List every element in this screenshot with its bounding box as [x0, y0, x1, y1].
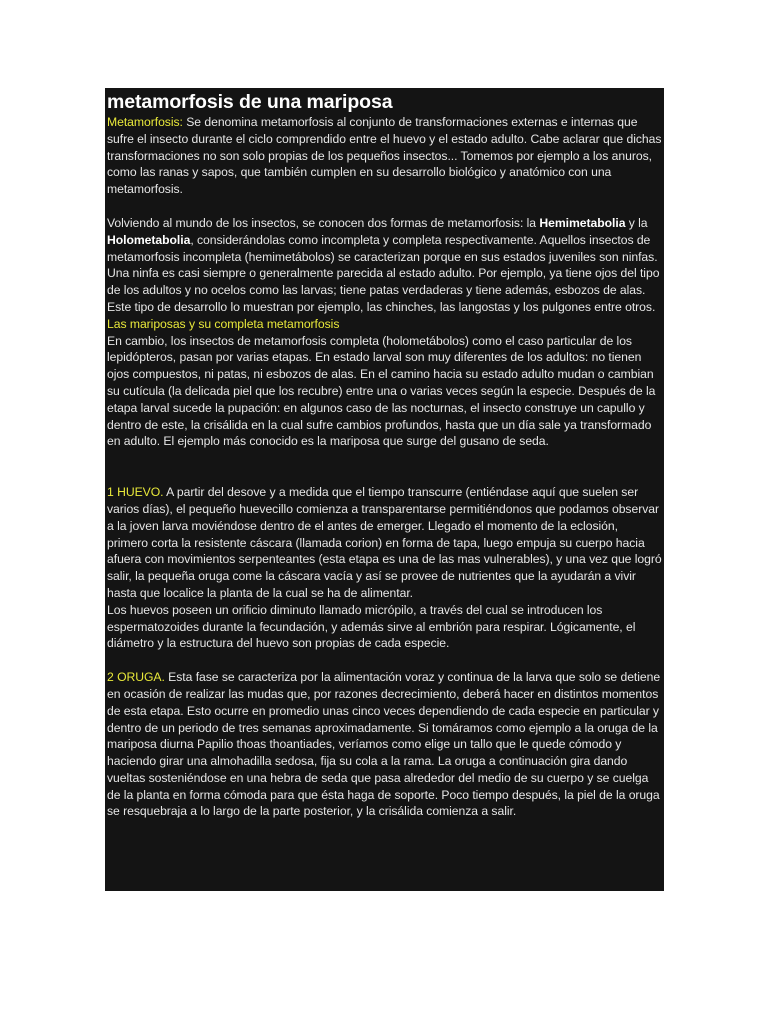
- paragraph-types: [107, 215, 662, 316]
- paragraph-huevo-text: A partir del desove y a medida que el tiempo transcurre (entiéndase aquí que suelen ser varios días), el pequeño huevecillo comienza a transparentarse permitiéndonos que podamos observar a la joven larva moviéndose dentro de el antes de emerger. Llegado el momento de la eclosión, primero corta la resistente cáscara (llamada corion) en forma de tapa, luego empuja su cuerpo hacia afuera con movimientos serpenteantes (esta etapa es una de las mas vulnerables), y una vez que logró salir, la pequeña oruga come la cáscara vacía y así se provee de nutrientes que la ayudarán a vivir hasta que localice la planta de la cual se ha de alimentar.: [107, 485, 662, 600]
- text-span: Volviendo al mundo de los insectos, se conocen dos formas de metamorfosis: la: [107, 215, 540, 230]
- paragraph-oruga: [107, 669, 662, 820]
- paragraph-intro-text: Se denomina metamorfosis al conjunto de transformaciones externas e internas que sufre el insecto durante el ciclo comprendido entre el huevo y el estado adulto. Cabe aclarar que dichas transformaciones no son solo propias de los pequeños insectos... Tomemos por ejemplo a los anuros, como las ranas y sapos, que también cumplen en su desarrollo biológico y anatómico con una metamorfosis.: [107, 115, 662, 197]
- metamorfosis-label: Metamorfosis:: [107, 115, 183, 129]
- paragraph-intro: [107, 114, 662, 198]
- article-body: [107, 114, 662, 820]
- paragraph-huevo: [107, 484, 662, 602]
- section-heading: Las mariposas y su completa metamorfosis: [107, 316, 340, 331]
- text-span: , considerándolas como incompleta y completa respectivamente. Aquellos insectos de metamorfosis incompleta (hemimetábolos) se caracterizan porque en sus estados juveniles son ninfas. Una ninfa es casi siempre o generalmente parecida al estado adulto. Por ejemplo, ya tiene ojos del tipo de los adultos y no ocelos como las larvas; tiene patas verdaderas y tiene además, esbozos de alas. Este tipo de desarrollo lo muestran por ejemplo, las chinches, las langostas y los pulgones entre otros.: [107, 232, 660, 314]
- oruga-label: 2 ORUGA.: [107, 670, 165, 685]
- paragraph-microphile: Los huevos poseen un orificio diminuto llamado micrópilo, a través del cual se introducen los espermatozoides durante la fecundación, y además sirve al embrión para respirar. Lógicamente, el diámetro y la estructura del huevo son propias de cada especie.: [107, 602, 636, 651]
- term-holometabolia: Holometabolia: [107, 232, 191, 247]
- paragraph-complete: En cambio, los insectos de metamorfosis completa (holometábolos) como el caso particular de los lepidópteros, pasan por varias etapas. En estado larval son muy diferentes de los adultos: no tienen ojos compuestos, ni patas, ni esbozos de alas. En el camino hacia su estado adulto mudan o cambian su cutícula (la delicada piel que los recubre) entre una o varias veces según la especie. Después de la etapa larval sucede la pupación: en algunos caso de las nocturnas, el insecto construye un capullo y dentro de este, la crisálida en la cual sufre cambios profundos, hasta que un día sale ya transformado en adulto. El ejemplo más conocido es la mariposa que surge del gusano de seda.: [107, 333, 656, 449]
- huevo-label: 1 HUEVO.: [107, 485, 164, 500]
- text-span: y la: [625, 215, 648, 230]
- page-title: metamorfosis de una mariposa: [107, 91, 393, 113]
- paragraph-oruga-text: Esta fase se caracteriza por la alimentación voraz y continua de la larva que solo se detiene en ocasión de realizar las mudas que, por razones decrecimiento, deberá hacer en distintos momentos de esta etapa. Esto ocurre en promedio unas cinco veces dependiendo de cada especie en particular y dentro de un periodo de tres semanas aproximadamente. Si tomáramos como ejemplo a la oruga de la mariposa diurna Papilio thoas thoantiades, veríamos como elige un tallo que le quede cómodo y haciendo girar una almohadilla sedosa, fija su cola a la rama. La oruga a continuación gira dando vueltas sosteniéndose en una hebra de seda que pasa alrededor del medio de su cuerpo y se cuelga de la planta en forma cómoda para que ésta haga de soporte. Poco tiempo después, la piel de la oruga se resquebraja a lo largo de la parte posterior, y la crisálida comienza a salir.: [107, 670, 661, 819]
- article-panel: [105, 88, 664, 891]
- term-hemimetabolia: Hemimetabolia: [539, 215, 626, 230]
